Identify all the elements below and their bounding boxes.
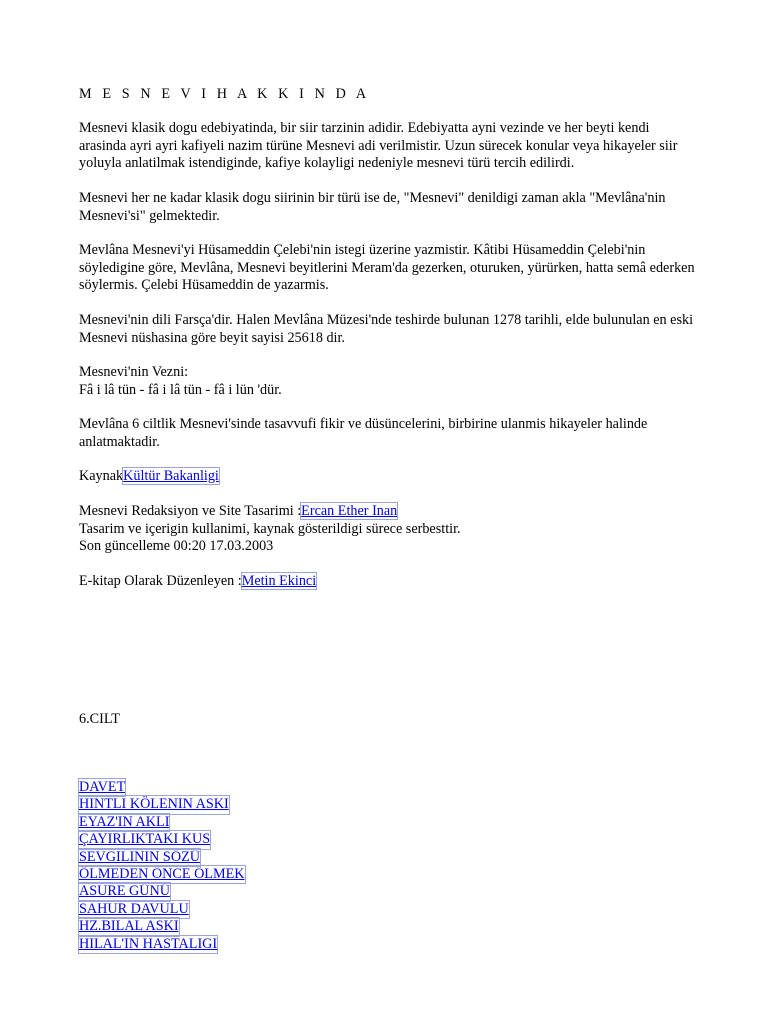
toc-link[interactable]: SEVGILININ SÖZÜ [79, 848, 200, 865]
paragraph-husameddin: Mevlâna Mesnevi'yi Hüsameddin Çelebi'nin istegi üzerine yazmistir. Kâtibi Hüsameddin Çelebi'nin söyledigine göre, Mevlâna, Mesnevi beyitlerini Meram'da gezerken, oturuken, yürürken, hatta semâ ederken söylermis. Çelebi Hüsameddin de yazarmis. [79, 242, 695, 293]
meter-label: Mesnevi'nin Vezni: [79, 364, 189, 380]
source-link[interactable]: Kültür Bakanligi [123, 468, 219, 484]
ebook-link[interactable]: Metin Ekinci [241, 573, 317, 589]
page-title: M E S N E V I H A K K I N D A [79, 86, 370, 102]
table-of-contents [79, 779, 245, 953]
paragraph-six-volumes: Mevlâna 6 ciltlik Mesnevi'sinde tasavvufi fikir ve düsüncelerini, birbirine ulanmis hikayeler halinde anlatmaktadir. [79, 416, 648, 450]
usage-note: Tasarim ve içerigin kullanimi, kaynak gösterildigi sürece serbesttir. [79, 520, 461, 537]
toc-link[interactable]: ÖLMEDEN ÖNCE ÖLMEK [79, 866, 245, 883]
toc-link[interactable]: SAHUR DAVULU [79, 900, 189, 917]
meter-block [79, 364, 699, 399]
last-update: Son güncelleme 00:20 17.03.2003 [79, 538, 274, 554]
meter-value: Fâ i lâ tün - fâ i lâ tün - fâ i lün 'dür. [79, 381, 282, 398]
toc-link[interactable]: ASURE GÜNÜ [79, 883, 171, 900]
paragraph-language: Mesnevi'nin dili Farsça'dir. Halen Mevlâna Müzesi'nde teshirde bulunan 1278 tarihli, elde bulunulan en eski Mesnevi nüshasina göre beyit sayisi 25618 dir. [79, 312, 694, 346]
ebook-line [79, 573, 699, 591]
volume-heading: 6.CILT [79, 711, 120, 727]
toc-link[interactable]: ÇAYIRLIKTAKI KUS [79, 831, 211, 848]
redaction-link[interactable]: Ercan Ether Inan [301, 503, 398, 519]
paragraph-mesnevi-definition: Mesnevi klasik dogu edebiyatinda, bir siir tarzinin adidir. Edebiyatta ayni vezinde ve her beyti kendi arasinda ayri ayri kafiyeli nazim türüne Mesnevi adi verilmistir. Uzun sürecek konular veya hikayeler siir yoluyla anlatilmak istendiginde, kafiye kolayligi nedeniyle mesnevi türü tercih edilirdi. [79, 120, 678, 171]
source-line [79, 468, 699, 486]
toc-link[interactable]: DAVET [79, 779, 126, 795]
toc-link[interactable]: EYAZ'IN AKLI [79, 813, 170, 830]
credits-block [79, 503, 699, 556]
ebook-label: E-kitap Olarak Düzenleyen : [79, 573, 242, 589]
toc-link[interactable]: HZ.BILAL ASKI [79, 918, 179, 935]
paragraph-mesnevi-mevlana: Mesnevi her ne kadar klasik dogu siirinin bir türü ise de, "Mesnevi" denildigi zaman akla "Mevlâna'nin Mesnevi'si" gelmektedir. [79, 190, 666, 224]
redaction-label: Mesnevi Redaksiyon ve Site Tasarimi : [79, 503, 302, 519]
toc-link[interactable]: HINTLI KÖLENIN ASKI [79, 796, 229, 813]
source-label: Kaynak [79, 468, 124, 484]
toc-link[interactable]: HILAL'IN HASTALIGI [79, 935, 218, 952]
